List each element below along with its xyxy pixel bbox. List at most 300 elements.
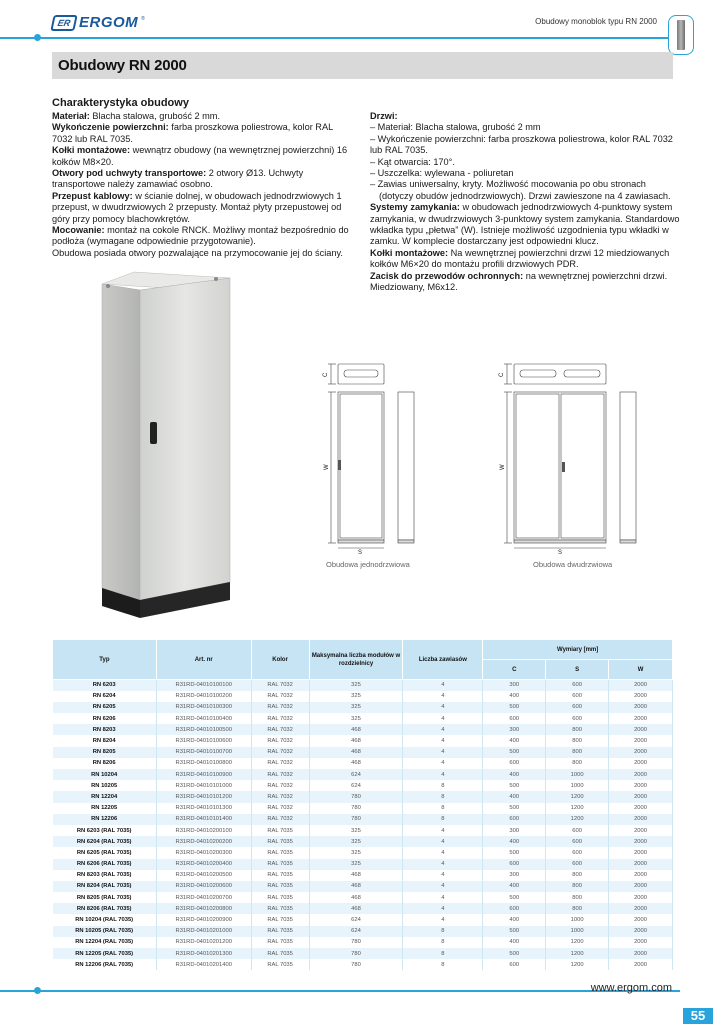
cell-typ: RN 8206 — [53, 758, 157, 769]
cell-w: 2000 — [609, 803, 673, 814]
feature-text: 2 otwory Ø13. Uchwyty transportowe należy zamawiać osobno. — [52, 168, 304, 190]
cell-art: R31RD-04010200900 — [156, 914, 251, 925]
cell-art: R31RD-04010200500 — [156, 870, 251, 881]
cell-modules: 325 — [309, 702, 403, 713]
cell-modules: 780 — [309, 937, 403, 948]
cell-s: 1200 — [546, 948, 609, 959]
feature-locking — [370, 202, 680, 248]
cell-s: 800 — [546, 735, 609, 746]
cell-kolor: RAL 7035 — [251, 926, 309, 937]
cell-s: 1200 — [546, 814, 609, 825]
cell-hinges: 4 — [403, 691, 483, 702]
logo-registered: ® — [141, 16, 145, 22]
cell-hinges: 4 — [403, 914, 483, 925]
cell-kolor: RAL 7035 — [251, 847, 309, 858]
cell-modules: 468 — [309, 724, 403, 735]
cell-typ: RN 10205 — [53, 780, 157, 791]
footer-rule — [0, 990, 680, 992]
cell-typ: RN 6204 (RAL 7035) — [53, 836, 157, 847]
cell-kolor: RAL 7032 — [251, 702, 309, 713]
feature-text: Blacha stalowa, grubość 2 mm. — [89, 111, 221, 121]
cell-c: 600 — [483, 903, 546, 914]
cell-hinges: 4 — [403, 836, 483, 847]
cell-c: 400 — [483, 769, 546, 780]
cell-art: R31RD-04010100100 — [156, 680, 251, 691]
cell-hinges: 4 — [403, 680, 483, 691]
cell-art: R31RD-04010100700 — [156, 747, 251, 758]
cell-art: R31RD-04010100400 — [156, 713, 251, 724]
cell-typ: RN 6203 — [53, 680, 157, 691]
cell-typ: RN 6206 — [53, 713, 157, 724]
feature-label: Materiał: — [52, 111, 90, 121]
cell-art: R31RD-04010100200 — [156, 691, 251, 702]
cell-modules: 468 — [309, 735, 403, 746]
cell-c: 600 — [483, 859, 546, 870]
cell-kolor: RAL 7032 — [251, 791, 309, 802]
cell-hinges: 4 — [403, 892, 483, 903]
table-row — [53, 814, 673, 825]
cell-s: 1000 — [546, 769, 609, 780]
table-row — [53, 780, 673, 791]
col-header-art: Art. nr — [156, 640, 251, 680]
cell-s: 800 — [546, 870, 609, 881]
cell-c: 600 — [483, 814, 546, 825]
cell-hinges: 8 — [403, 948, 483, 959]
cell-kolor: RAL 7035 — [251, 892, 309, 903]
table-row — [53, 903, 673, 914]
feature-label: Kołki montażowe: — [370, 247, 449, 258]
cell-w: 2000 — [609, 836, 673, 847]
cell-s: 1200 — [546, 959, 609, 970]
cell-hinges: 4 — [403, 903, 483, 914]
doors-heading: Drzwi: — [370, 111, 398, 121]
feature-text: Na wewnętrznej powierzchni drzwi 12 miedziowanych kołków M6×20 do montażu profili drzwiowych PDR. — [370, 247, 670, 270]
table-row — [53, 870, 673, 881]
cell-kolor: RAL 7035 — [251, 825, 309, 836]
feature-mounting-studs — [52, 145, 352, 168]
feature-label: Mocowanie: — [52, 225, 105, 236]
logo-mark: ER — [50, 15, 77, 31]
cell-typ: RN 6205 — [53, 702, 157, 713]
cell-c: 400 — [483, 836, 546, 847]
cell-kolor: RAL 7032 — [251, 758, 309, 769]
cell-kolor: RAL 7032 — [251, 724, 309, 735]
cell-c: 500 — [483, 780, 546, 791]
cell-c: 600 — [483, 713, 546, 724]
cell-w: 2000 — [609, 791, 673, 802]
table-row — [53, 791, 673, 802]
cell-c: 500 — [483, 892, 546, 903]
feature-door-studs — [370, 248, 680, 271]
ergom-logo — [52, 14, 145, 31]
cell-w: 2000 — [609, 825, 673, 836]
cell-modules: 780 — [309, 814, 403, 825]
cell-modules: 468 — [309, 903, 403, 914]
cell-kolor: RAL 7035 — [251, 859, 309, 870]
cell-s: 800 — [546, 903, 609, 914]
cell-w: 2000 — [609, 926, 673, 937]
cell-w: 2000 — [609, 870, 673, 881]
cell-typ: RN 6204 — [53, 691, 157, 702]
cell-hinges: 4 — [403, 702, 483, 713]
cell-hinges: 4 — [403, 724, 483, 735]
table-row — [53, 959, 673, 970]
cell-art: R31RD-04010200700 — [156, 892, 251, 903]
feature-text: w obudowach jednodrzwiowych 4-punktowy system zamykania, w dwudrzwiowych 3-punktowy system zamykania. Standardowo wkładka typu „płetwa” (W). Istnieje możliwość uzgodnienia typu wkładki w zamku. W komplecie dostarczany jest odpowiedni klucz. — [370, 202, 680, 247]
cell-s: 600 — [546, 847, 609, 858]
dim-c-label: C — [499, 372, 505, 377]
cell-s: 1000 — [546, 914, 609, 925]
top-view — [338, 364, 384, 384]
cell-typ: RN 8206 (RAL 7035) — [53, 903, 157, 914]
feature-cable-entry — [52, 191, 352, 225]
cell-modules: 325 — [309, 691, 403, 702]
cell-c: 400 — [483, 791, 546, 802]
col-header-kolor: Kolor — [251, 640, 309, 680]
cell-art: R31RD-04010100800 — [156, 758, 251, 769]
table-row — [53, 691, 673, 702]
doors-item: (dotyczy obudów jednodrzwiowych). Drzwi zawieszone na 4 zawiasach. — [379, 190, 671, 201]
side-view — [620, 392, 636, 540]
cell-kolor: RAL 7032 — [251, 713, 309, 724]
table-row — [53, 914, 673, 925]
cell-hinges: 8 — [403, 937, 483, 948]
cell-kolor: RAL 7035 — [251, 903, 309, 914]
cell-s: 600 — [546, 702, 609, 713]
cell-c: 400 — [483, 914, 546, 925]
table-row — [53, 937, 673, 948]
cell-typ: RN 12206 (RAL 7035) — [53, 959, 157, 970]
cell-modules: 780 — [309, 948, 403, 959]
doors-item: – Kąt otwarcia: 170°. — [370, 156, 455, 167]
table-row — [53, 825, 673, 836]
cell-kolor: RAL 7035 — [251, 937, 309, 948]
top-view — [514, 364, 606, 384]
cell-kolor: RAL 7035 — [251, 881, 309, 892]
page-title: Obudowy RN 2000 — [58, 57, 187, 74]
cell-c: 400 — [483, 735, 546, 746]
table-row — [53, 881, 673, 892]
cell-s: 600 — [546, 680, 609, 691]
feature-mounting — [52, 225, 352, 248]
cell-hinges: 4 — [403, 713, 483, 724]
col-header-max-modules: Maksymalna liczba modułów w rozdzielnicy — [309, 640, 403, 680]
table-row — [53, 680, 673, 691]
cell-typ: RN 12204 — [53, 791, 157, 802]
cell-typ: RN 8205 (RAL 7035) — [53, 892, 157, 903]
cell-s: 600 — [546, 713, 609, 724]
cell-art: R31RD-04010100900 — [156, 769, 251, 780]
cell-typ: RN 12205 (RAL 7035) — [53, 948, 157, 959]
cell-kolor: RAL 7035 — [251, 959, 309, 970]
front-view — [514, 392, 606, 540]
cell-art: R31RD-04010101200 — [156, 791, 251, 802]
cell-c: 300 — [483, 870, 546, 881]
feature-label: Systemy zamykania: — [370, 202, 460, 213]
cell-kolor: RAL 7032 — [251, 680, 309, 691]
cell-c: 400 — [483, 881, 546, 892]
cell-w: 2000 — [609, 937, 673, 948]
cell-s: 800 — [546, 881, 609, 892]
cell-w: 2000 — [609, 814, 673, 825]
page-number: 55 — [683, 1008, 713, 1024]
cell-typ: RN 8204 — [53, 735, 157, 746]
cabinet-thumbnail-icon — [677, 20, 685, 50]
cell-c: 400 — [483, 937, 546, 948]
cell-hinges: 8 — [403, 803, 483, 814]
double-door-drawing — [494, 360, 642, 555]
cell-s: 800 — [546, 758, 609, 769]
cell-art: R31RD-04010200800 — [156, 903, 251, 914]
cell-c: 500 — [483, 926, 546, 937]
cell-kolor: RAL 7032 — [251, 747, 309, 758]
cell-c: 500 — [483, 847, 546, 858]
cell-modules: 780 — [309, 803, 403, 814]
cell-s: 600 — [546, 836, 609, 847]
cell-hinges: 4 — [403, 747, 483, 758]
cell-modules: 325 — [309, 680, 403, 691]
cell-typ: RN 8203 — [53, 724, 157, 735]
cell-s: 800 — [546, 747, 609, 758]
cell-s: 1200 — [546, 791, 609, 802]
table-row — [53, 769, 673, 780]
cell-w: 2000 — [609, 724, 673, 735]
footer-rule-dot — [34, 987, 41, 994]
table-row — [53, 892, 673, 903]
section-title: Charakterystyka obudowy — [52, 97, 189, 109]
col-header-c: C — [483, 660, 546, 680]
cell-s: 600 — [546, 859, 609, 870]
dim-w-label: W — [324, 464, 330, 470]
cell-typ: RN 8204 (RAL 7035) — [53, 881, 157, 892]
cell-w: 2000 — [609, 691, 673, 702]
cell-modules: 325 — [309, 825, 403, 836]
doors-item: – Materiał: Blacha stalowa, grubość 2 mm — [370, 122, 541, 133]
dim-s-label: S — [558, 550, 563, 555]
feature-text: na wewnętrznej powierzchni drzwi. Miedziowany, M6x12. — [370, 270, 668, 293]
cell-modules: 624 — [309, 769, 403, 780]
cell-kolor: RAL 7035 — [251, 870, 309, 881]
cell-hinges: 4 — [403, 735, 483, 746]
col-header-dims: Wymiary [mm] — [483, 640, 673, 660]
cell-art: R31RD-04010200100 — [156, 825, 251, 836]
col-header-w: W — [609, 660, 673, 680]
cell-hinges: 8 — [403, 926, 483, 937]
product-table-body — [53, 680, 673, 971]
cell-hinges: 8 — [403, 780, 483, 791]
cell-hinges: 4 — [403, 847, 483, 858]
cell-typ: RN 12204 (RAL 7035) — [53, 937, 157, 948]
cell-hinges: 4 — [403, 859, 483, 870]
cell-modules: 624 — [309, 926, 403, 937]
cell-c: 600 — [483, 758, 546, 769]
cell-w: 2000 — [609, 747, 673, 758]
feature-text: w ścianie dolnej, w obudowach jednodrzwiowych 1 przepust, w dwudrzwiowych 2 przepusty. Montaż płyty przepustowej od góry przy pomocy blachowkrętów. — [52, 190, 342, 224]
table-row — [53, 747, 673, 758]
cell-hinges: 4 — [403, 758, 483, 769]
cell-art: R31RD-04010100300 — [156, 702, 251, 713]
table-row — [53, 948, 673, 959]
cell-w: 2000 — [609, 903, 673, 914]
feature-label: Kołki montażowe: — [52, 145, 131, 156]
cell-typ: RN 6206 (RAL 7035) — [53, 859, 157, 870]
cell-c: 300 — [483, 724, 546, 735]
cell-kolor: RAL 7032 — [251, 735, 309, 746]
cell-kolor: RAL 7035 — [251, 948, 309, 959]
cabinet-photo — [96, 270, 236, 620]
feature-label: Wykończenie powierzchni: — [52, 122, 169, 133]
cell-w: 2000 — [609, 892, 673, 903]
cell-kolor: RAL 7035 — [251, 914, 309, 925]
col-header-typ: Typ — [53, 640, 157, 680]
table-row — [53, 758, 673, 769]
cell-s: 1000 — [546, 780, 609, 791]
cell-modules: 468 — [309, 892, 403, 903]
cell-kolor: RAL 7032 — [251, 780, 309, 791]
cell-modules: 325 — [309, 836, 403, 847]
table-row — [53, 847, 673, 858]
features-right-column — [370, 111, 680, 294]
cell-typ: RN 8203 (RAL 7035) — [53, 870, 157, 881]
cell-w: 2000 — [609, 758, 673, 769]
cell-c: 500 — [483, 702, 546, 713]
cell-art: R31RD-04010100500 — [156, 724, 251, 735]
page-title-bar — [52, 52, 673, 79]
cell-art: R31RD-04010200600 — [156, 881, 251, 892]
feature-text: wewnątrz obudowy (na wewnętrznej powierzchni) 16 kołków M8×20. — [52, 145, 348, 167]
cell-art: R31RD-04010101400 — [156, 814, 251, 825]
cell-modules: 780 — [309, 959, 403, 970]
cell-typ: RN 6205 (RAL 7035) — [53, 847, 157, 858]
product-table — [52, 639, 673, 970]
header-rule — [0, 37, 670, 39]
cell-w: 2000 — [609, 780, 673, 791]
cell-w: 2000 — [609, 847, 673, 858]
cell-w: 2000 — [609, 769, 673, 780]
features-left-column — [52, 111, 352, 259]
cell-typ: RN 10205 (RAL 7035) — [53, 926, 157, 937]
table-row — [53, 713, 673, 724]
cell-kolor: RAL 7032 — [251, 769, 309, 780]
cell-art: R31RD-04010101000 — [156, 780, 251, 791]
cell-hinges: 4 — [403, 769, 483, 780]
cell-s: 800 — [546, 892, 609, 903]
header-rule-dot — [34, 34, 41, 41]
table-row — [53, 859, 673, 870]
cell-s: 1200 — [546, 803, 609, 814]
cell-typ: RN 8205 — [53, 747, 157, 758]
cell-typ: RN 6203 (RAL 7035) — [53, 825, 157, 836]
cell-modules: 468 — [309, 870, 403, 881]
cell-c: 500 — [483, 948, 546, 959]
cell-w: 2000 — [609, 914, 673, 925]
cell-s: 600 — [546, 825, 609, 836]
cell-w: 2000 — [609, 948, 673, 959]
cell-w: 2000 — [609, 713, 673, 724]
feature-label: Przepust kablowy: — [52, 190, 133, 201]
table-row — [53, 735, 673, 746]
double-door-caption: Obudowa dwudrzwiowa — [533, 560, 613, 569]
cell-modules: 468 — [309, 758, 403, 769]
cell-s: 600 — [546, 691, 609, 702]
cell-modules: 325 — [309, 713, 403, 724]
cell-hinges: 8 — [403, 791, 483, 802]
cell-w: 2000 — [609, 702, 673, 713]
cell-w: 2000 — [609, 859, 673, 870]
cell-modules: 468 — [309, 881, 403, 892]
cell-c: 300 — [483, 825, 546, 836]
feature-label: Otwory pod uchwyty transportowe: — [52, 168, 207, 179]
feature-earth-clamp — [370, 271, 680, 294]
front-view — [338, 392, 384, 540]
cell-typ: RN 12205 — [53, 803, 157, 814]
feature-transport-holes — [52, 168, 352, 191]
cell-hinges: 4 — [403, 870, 483, 881]
dim-s-label: S — [358, 550, 363, 555]
cell-art: R31RD-04010100600 — [156, 735, 251, 746]
cell-c: 500 — [483, 803, 546, 814]
feature-finish — [52, 122, 352, 145]
cell-c: 500 — [483, 747, 546, 758]
cabinet-thumbnail — [668, 15, 694, 55]
header-title: Obudowy monoblok typu RN 2000 — [535, 17, 657, 26]
side-view — [398, 392, 414, 540]
feature-text: Obudowa posiada otwory pozwalające na przymocowanie jej do ściany. — [52, 247, 343, 258]
doors-item: – Zawias uniwersalny, kryty. Możliwość mocowania po obu stronach — [370, 179, 646, 190]
table-row — [53, 724, 673, 735]
cell-modules: 624 — [309, 914, 403, 925]
cell-art: R31RD-04010200400 — [156, 859, 251, 870]
cell-hinges: 8 — [403, 814, 483, 825]
feature-label: Zacisk do przewodów ochronnych: — [370, 270, 524, 281]
table-row — [53, 926, 673, 937]
cell-modules: 325 — [309, 847, 403, 858]
cell-typ: RN 10204 (RAL 7035) — [53, 914, 157, 925]
cell-hinges: 4 — [403, 825, 483, 836]
col-header-s: S — [546, 660, 609, 680]
cell-art: R31RD-04010200200 — [156, 836, 251, 847]
single-door-caption: Obudowa jednodrzwiowa — [326, 560, 410, 569]
cell-art: R31RD-04010101300 — [156, 803, 251, 814]
cell-kolor: RAL 7032 — [251, 814, 309, 825]
cell-hinges: 4 — [403, 881, 483, 892]
dim-w-label: W — [500, 464, 506, 470]
feature-text: montaż na cokole RNCK. Możliwy montaż bezpośrednio do podłoża (wymagane odpowiednie przygotowanie). — [52, 225, 349, 247]
cell-art: R31RD-04010201200 — [156, 937, 251, 948]
cell-s: 1000 — [546, 926, 609, 937]
cell-kolor: RAL 7032 — [251, 803, 309, 814]
cell-c: 300 — [483, 680, 546, 691]
cell-w: 2000 — [609, 680, 673, 691]
cell-typ: RN 12206 — [53, 814, 157, 825]
table-row — [53, 836, 673, 847]
cell-modules: 624 — [309, 780, 403, 791]
single-door-drawing — [318, 360, 420, 555]
feature-wall-holes — [52, 248, 352, 259]
cell-s: 1200 — [546, 937, 609, 948]
cell-s: 800 — [546, 724, 609, 735]
table-row — [53, 803, 673, 814]
cell-art: R31RD-04010201300 — [156, 948, 251, 959]
logo-text: ERGOM — [79, 14, 139, 31]
cell-art: R31RD-04010201000 — [156, 926, 251, 937]
cell-c: 600 — [483, 959, 546, 970]
cell-modules: 780 — [309, 791, 403, 802]
cell-modules: 468 — [309, 747, 403, 758]
cell-kolor: RAL 7032 — [251, 691, 309, 702]
website-link[interactable]: www.ergom.com — [590, 982, 672, 994]
cell-c: 400 — [483, 691, 546, 702]
